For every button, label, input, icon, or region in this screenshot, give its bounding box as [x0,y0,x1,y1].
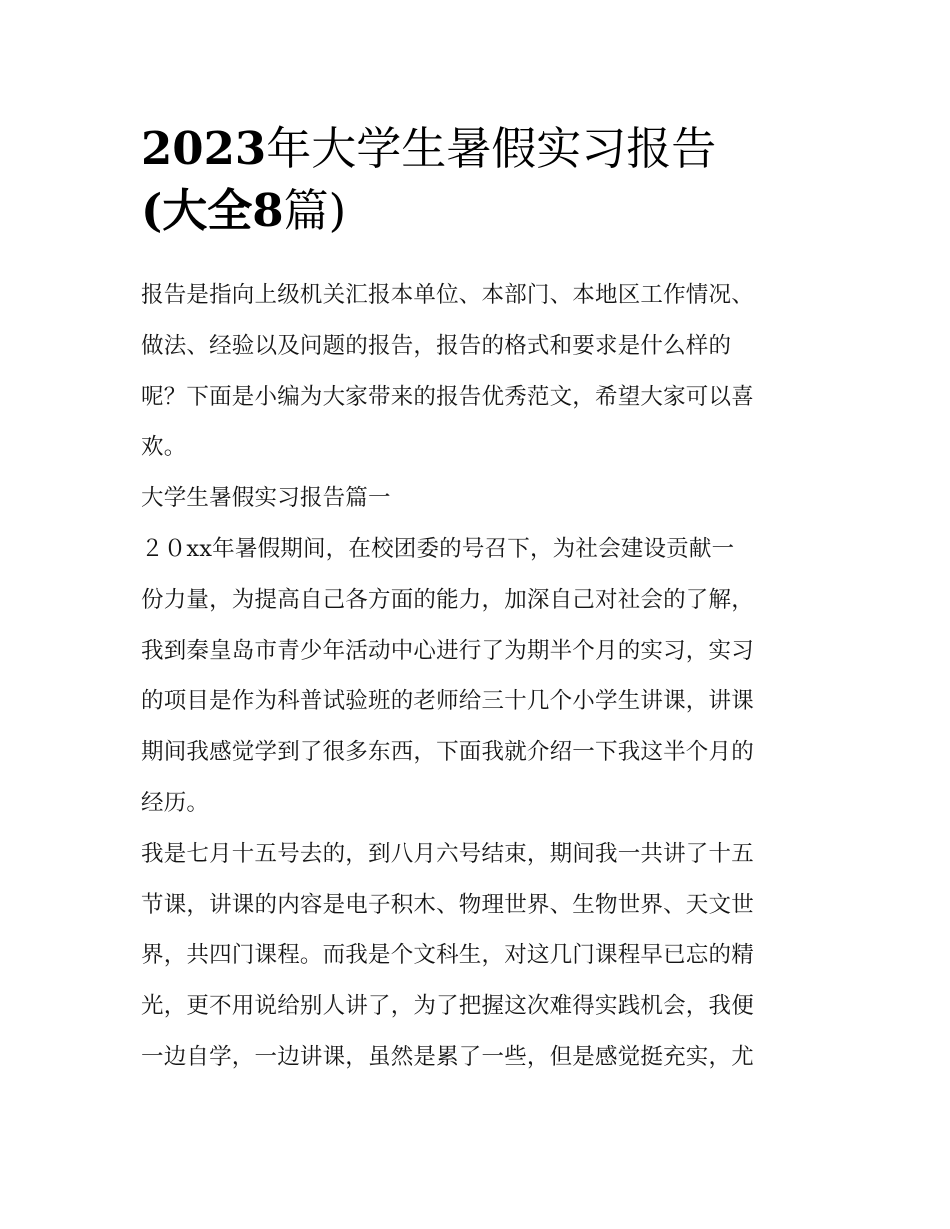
document-title [141,118,816,242]
intro-paragraph [141,270,816,473]
title-paren-open: (大全 [141,184,253,237]
paragraph-line: 一边自学，一边讲课，虽然是累了一些，但是感觉挺充实，尤 [141,1043,754,1070]
title-line-1 [141,122,716,175]
paragraph-line: 节课，讲课的内容是电子积木、物理世界、生物世界、天文世 [141,891,754,918]
title-unit: 篇) [283,184,347,237]
intro-line: 做法、经验以及问题的报告，报告的格式和要求是什么样的 [141,332,732,359]
title-text: 年大学生暑假实习报告 [266,122,717,175]
paragraph-line: ２０xx年暑假期间，在校团委的号召下，为社会建设贡献一 [141,535,735,562]
intro-line: 欢。 [141,434,187,461]
paragraph-line: 我到秦皇岛市青少年活动中心进行了为期半个月的实习，实习 [141,637,754,664]
document-body [141,118,816,1083]
title-year: 2023 [141,122,267,175]
paragraph-2 [141,829,816,1083]
intro-line: 呢？下面是小编为大家带来的报告优秀范文，希望大家可以喜 [141,383,754,410]
title-line-2 [141,184,346,237]
paragraph-line: 光，更不用说给别人讲了，为了把握这次难得实践机会，我便 [141,993,754,1020]
title-count: 8 [252,184,284,237]
paragraph-line: 界，共四门课程。而我是个文科生，对这几门课程早已忘的精 [141,942,754,969]
title-spacer [141,242,816,270]
intro-line: 报告是指向上级机关汇报本单位、本部门、本地区工作情况、 [141,282,754,308]
paragraph-1 [141,524,816,829]
paragraph-line: 经历。 [141,789,210,816]
paragraph-line: 份力量，为提高自己各方面的能力，加深自己对社会的了解， [141,586,754,613]
paragraph-line: 期间我感觉学到了很多东西，下面我就介绍一下我这半个月的 [141,739,754,766]
section-heading: 大学生暑假实习报告篇一 [141,485,391,512]
paragraph-line: 的项目是作为科普试验班的老师给三十几个小学生讲课，讲课 [141,688,754,715]
paragraph-line: 我是七月十五号去的，到八月六号结束，期间我一共讲了十五 [141,840,754,867]
